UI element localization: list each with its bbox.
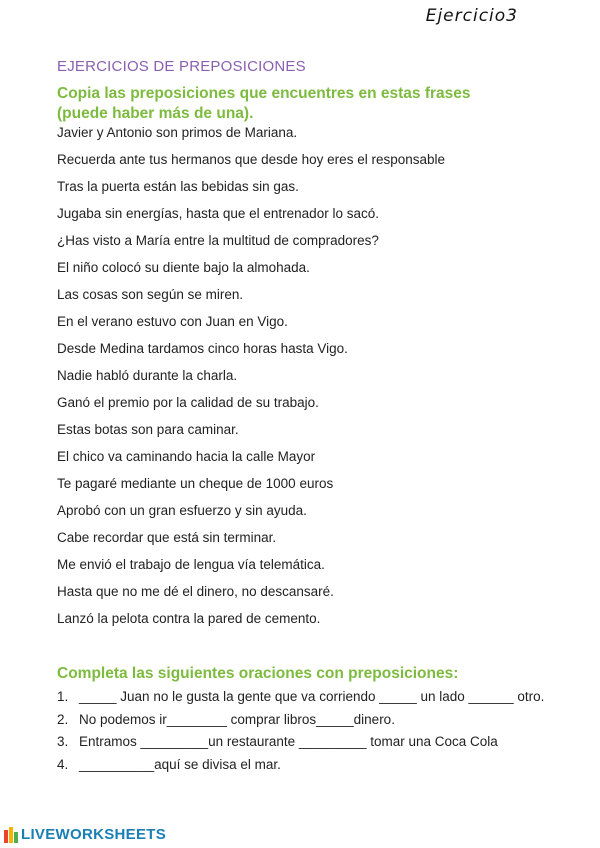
fill-in-item — [57, 711, 544, 734]
footer-brand[interactable] — [4, 826, 166, 843]
sentence-item: Jugaba sin energías, hasta que el entrenador lo sacó. — [57, 206, 379, 221]
liveworksheets-logo-icon — [4, 827, 18, 843]
sentence-item: Nadie habló durante la charla. — [57, 368, 238, 383]
item-text: Entramos _________un restaurante _________ tomar una Coca Cola — [79, 734, 498, 749]
brand-name: LIVEWORKSHEETS — [21, 826, 167, 843]
section2-instruction: Completa las siguientes oraciones con preposiciones: — [57, 665, 459, 682]
sentence-list — [57, 124, 445, 637]
sentence-item: Te pagaré mediante un cheque de 1000 euros — [57, 476, 334, 491]
item-number: 1. — [57, 689, 69, 704]
sentence-item: Recuerda ante tus hermanos que desde hoy eres el responsable — [57, 152, 445, 167]
page-title: EJERCICIOS DE PREPOSICIONES — [57, 58, 306, 75]
fill-in-item — [57, 756, 544, 779]
sentence-item: Las cosas son según se miren. — [57, 287, 244, 302]
fill-in-list — [57, 688, 544, 778]
sentence-item: Javier y Antonio son primos de Mariana. — [57, 125, 298, 140]
sentence-item: Ganó el premio por la calidad de su trabajo. — [57, 395, 319, 410]
item-text: No podemos ir________ comprar libros_____dinero. — [79, 711, 395, 727]
item-number: 4. — [57, 756, 69, 772]
item-number: 3. — [57, 734, 69, 749]
fill-in-item — [57, 688, 544, 711]
sentence-item: Hasta que no me dé el dinero, no descansaré. — [57, 584, 334, 599]
sentence-item: En el verano estuvo con Juan en Vigo. — [57, 314, 288, 329]
item-text: _____ Juan no le gusta la gente que va corriendo _____ un lado ______ otro. — [79, 689, 545, 704]
sentence-item: Tras la puerta están las bebidas sin gas. — [57, 179, 299, 194]
sentence-item: Me envió el trabajo de lengua vía telemática. — [57, 557, 325, 572]
handwritten-note: Ejercicio3 — [425, 6, 518, 26]
sentence-item: Aprobó con un gran esfuerzo y sin ayuda. — [57, 503, 307, 518]
fill-in-item — [57, 733, 544, 756]
item-number: 2. — [57, 711, 69, 727]
sentence-item: Desde Medina tardamos cinco horas hasta Vigo. — [57, 341, 348, 356]
sentence-item: Estas botas son para caminar. — [57, 422, 239, 437]
sentence-item: ¿Has visto a María entre la multitud de compradores? — [57, 233, 379, 248]
sentence-item: El niño colocó su diente bajo la almohada. — [57, 260, 310, 275]
sentence-item: Lanzó la pelota contra la pared de cemento. — [57, 611, 321, 626]
sentence-item: Cabe recordar que está sin terminar. — [57, 530, 277, 545]
section1-instruction: Copia las preposiciones que encuentres en estas frases (puede haber más de una). — [57, 85, 471, 122]
sentence-item: El chico va caminando hacia la calle Mayor — [57, 449, 316, 464]
item-text: __________aquí se divisa el mar. — [79, 756, 281, 772]
